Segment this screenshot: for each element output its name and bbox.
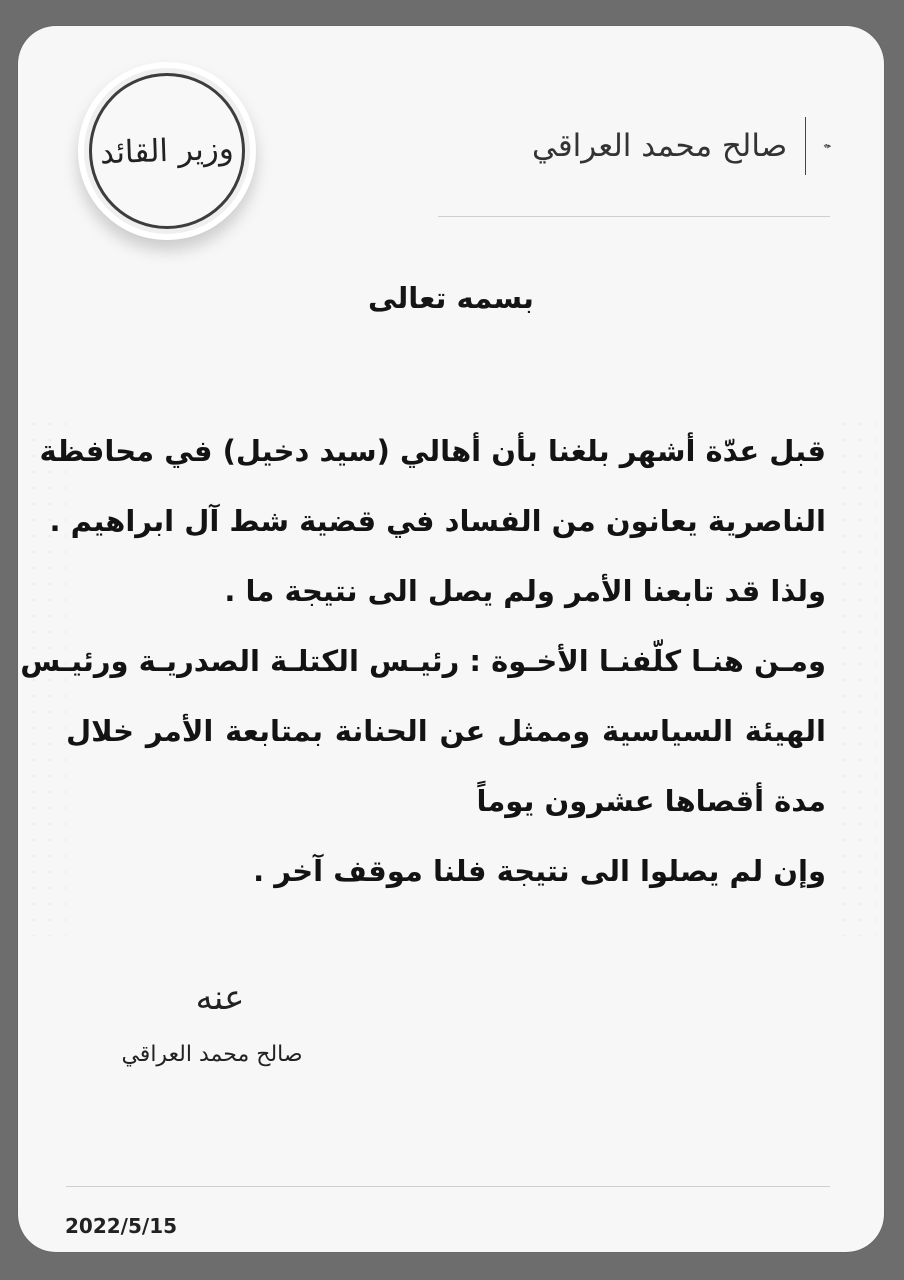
body-line-text: مدة أقصاها عشرون يوماً — [476, 783, 826, 818]
book-pen-icon — [823, 118, 832, 174]
letter-body — [20, 416, 826, 906]
letter-page — [18, 26, 884, 1252]
seal-inner-ring — [89, 73, 245, 229]
signer-name: صالح محمد العراقي — [121, 1042, 303, 1067]
body-line — [49, 486, 826, 556]
body-line — [39, 416, 826, 486]
body-line — [66, 766, 826, 836]
body-line-text: الناصرية يعانون من الفساد في قضية شط آل ابراهيم . — [49, 503, 826, 538]
body-line-text: ولذا قد تابعنا الأمر ولم يصل الى نتيجة ما . — [224, 573, 826, 608]
organization-name: صالح محمد العراقي — [532, 127, 788, 164]
seal-text: وزير القائد — [99, 130, 235, 171]
body-line-text: قبل عدّة أشهر بلغنا بأن أهالي (سيد دخيل) في محافظة — [39, 433, 826, 468]
body-line — [20, 626, 826, 696]
body-line — [66, 556, 826, 626]
letter-title: بسمه تعالى — [368, 281, 534, 315]
header-separator — [438, 216, 830, 217]
right-dot-pattern — [836, 416, 876, 936]
body-line-text: الهيئة السياسية وممثل عن الحنانة بمتابعة الأمر خلال — [66, 713, 826, 748]
body-line-text: ومـن هنـا كلّفنـا الأخـوة : رئيـس الكتلـة الصدريـة ورئيـس — [20, 643, 826, 678]
footer-separator — [66, 1186, 830, 1187]
body-line-text: وإن لم يصلوا الى نتيجة فلنا موقف آخر . — [253, 853, 826, 888]
letter-date: 2022/5/15 — [65, 1214, 178, 1238]
body-line — [66, 836, 826, 906]
letterhead — [532, 110, 832, 182]
body-line — [66, 696, 826, 766]
signature: عنه — [195, 978, 245, 1018]
seal-badge — [78, 62, 256, 240]
